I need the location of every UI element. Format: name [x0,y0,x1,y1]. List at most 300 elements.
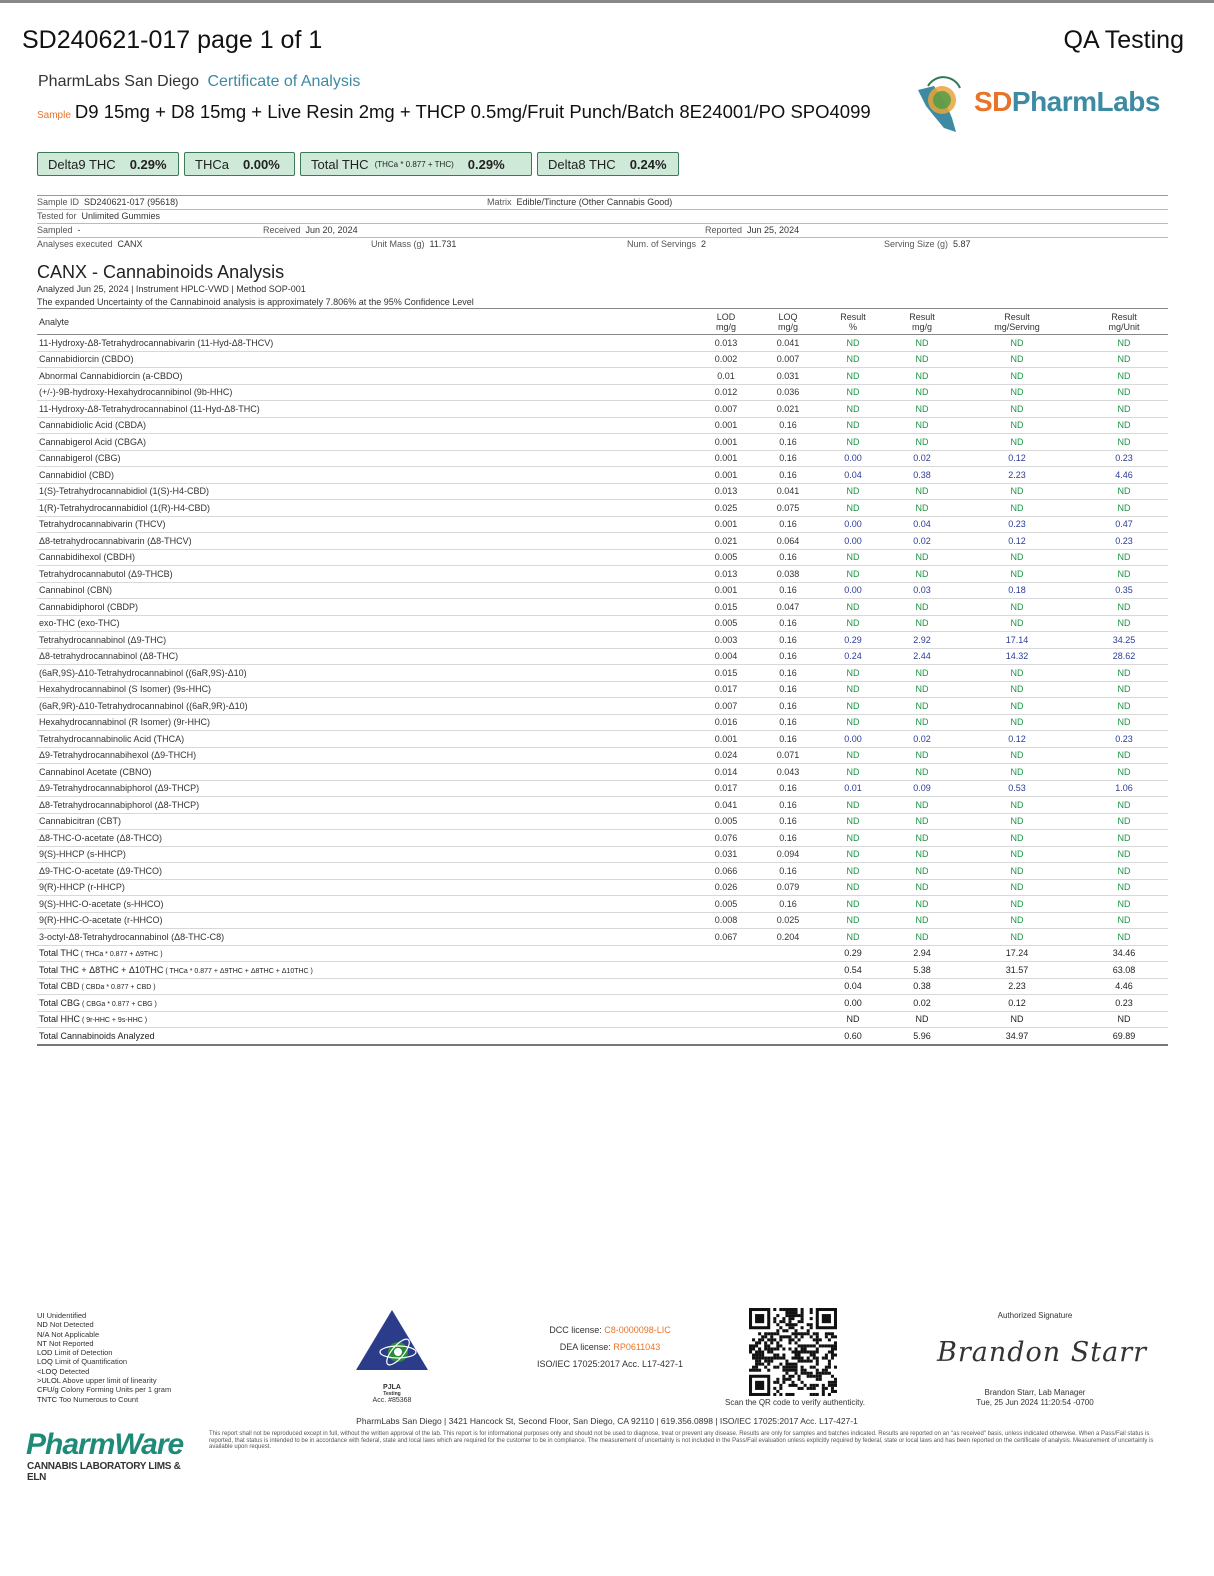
result-pct: ND [816,384,890,401]
analyte-name: Cannabidiorcin (CBDO) [37,351,692,368]
table-row [37,500,1168,517]
result-pct: ND [816,698,890,715]
col-result-mgg: Result mg/g [890,309,954,335]
result-pct: ND [816,830,890,847]
table-row [37,731,1168,748]
sample-name-line [37,102,877,126]
analyte-name: Tetrahydrocannabutol (Δ9-THCB) [37,566,692,583]
col-result-serving: Result mg/Serving [954,309,1080,335]
result-unit: ND [1080,368,1168,385]
total-label: Total THC ( THCa * 0.877 + Δ9THC ) [37,945,692,962]
result-pct: ND [816,764,890,781]
table-row [37,863,1168,880]
signature-heading: Authorized Signature [997,1311,1073,1320]
sample-id: SD240621-017 (95618) [84,197,179,207]
result-serving: ND [954,813,1080,830]
result-pct: ND [816,929,890,946]
lod-value: 0.005 [692,549,760,566]
result-mgg: 2.92 [890,632,954,649]
loq-value: 0.064 [760,533,816,550]
total-label: Total HHC ( 9r-HHC + 9s-HHC ) [37,1011,692,1028]
lab-name: PharmLabs San Diego [38,73,199,90]
result-pct: 0.04 [816,978,890,995]
lod-value: 0.017 [692,681,760,698]
sample-info-block [37,195,1168,251]
result-pct: 0.00 [816,533,890,550]
result-mgg: 0.38 [890,467,954,484]
total-row [37,995,1168,1012]
result-mgg: ND [890,599,954,616]
result-serving: ND [954,599,1080,616]
lod-value: 0.013 [692,335,760,352]
lod-value [692,945,760,962]
result-unit: 1.06 [1080,780,1168,797]
result-unit: 63.08 [1080,962,1168,979]
table-row [37,483,1168,500]
analyses: CANX [117,239,143,249]
handwritten-signature: Brandon Starr [937,1337,1148,1368]
loq-value: 0.16 [760,714,816,731]
table-row [37,714,1168,731]
result-mgg: ND [890,566,954,583]
analyte-name: (6aR,9R)-Δ10-Tetrahydrocannabinol ((6aR,9R)-Δ10) [37,698,692,715]
total-row [37,945,1168,962]
loq-value: 0.16 [760,417,816,434]
table-row [37,797,1168,814]
lod-value: 0.001 [692,450,760,467]
pharmware-tagline: CANNABIS LABORATORY LIMS & ELN [27,1461,181,1483]
pjla-triangle-icon [352,1308,432,1386]
result-serving: ND [954,351,1080,368]
lod-value: 0.015 [692,599,760,616]
loq-value: 0.075 [760,500,816,517]
result-pct: ND [816,747,890,764]
result-serving: ND [954,846,1080,863]
result-unit: ND [1080,566,1168,583]
analyte-name: Cannabinol (CBN) [37,582,692,599]
total-row [37,962,1168,979]
matrix: Edible/Tincture (Other Cannabis Good) [516,197,673,207]
result-unit: ND [1080,846,1168,863]
sdpharmlabs-logo [912,76,1172,136]
result-mgg: ND [890,698,954,715]
result-unit: ND [1080,599,1168,616]
table-row [37,632,1168,649]
badge-formula: (THCa * 0.877 + THC) [374,159,454,169]
result-pct: 0.01 [816,780,890,797]
result-serving: 0.53 [954,780,1080,797]
result-unit: ND [1080,879,1168,896]
legend-item: >ULOL Above upper limit of linearity [37,1376,157,1386]
badge-delta9 [37,152,179,176]
result-pct: ND [816,1011,890,1028]
lod-value: 0.001 [692,516,760,533]
result-unit: ND [1080,813,1168,830]
result-unit: ND [1080,681,1168,698]
result-mgg: ND [890,681,954,698]
result-mgg: ND [890,764,954,781]
badge-value: 0.00% [242,156,280,172]
lod-value: 0.025 [692,500,760,517]
result-unit: ND [1080,417,1168,434]
loq-value: 0.16 [760,632,816,649]
analyte-name: Cannabigerol Acid (CBGA) [37,434,692,451]
table-body [37,335,1168,1045]
result-pct: ND [816,912,890,929]
table-row [37,533,1168,550]
analyte-name: Cannabigerol (CBG) [37,450,692,467]
loq-value: 0.16 [760,467,816,484]
col-lod: LOD mg/g [692,309,760,335]
result-pct: ND [816,863,890,880]
lod-value: 0.026 [692,879,760,896]
lod-value [692,962,760,979]
result-serving: ND [954,566,1080,583]
result-pct: ND [816,335,890,352]
dea-license: RP0611043 [613,1342,661,1352]
result-serving: ND [954,368,1080,385]
lod-value: 0.024 [692,747,760,764]
loq-value [760,945,816,962]
table-row [37,582,1168,599]
loq-value: 0.16 [760,698,816,715]
loq-value: 0.041 [760,335,816,352]
col-result-unit: Result mg/Unit [1080,309,1168,335]
result-serving: 0.12 [954,995,1080,1012]
lod-value: 0.008 [692,912,760,929]
result-pct: ND [816,615,890,632]
result-pct: ND [816,665,890,682]
analyte-name: 11-Hydroxy-Δ8-Tetrahydrocannabinol (11-Hyd-Δ8-THC) [37,401,692,418]
logo-wordmark: SDPharmLabs [974,86,1160,117]
legend-item: <LOQ Detected [37,1366,90,1376]
loq-value: 0.16 [760,582,816,599]
lod-value: 0.012 [692,384,760,401]
total-formula: ( THCa * 0.877 + Δ9THC + Δ8THC + Δ10THC ) [163,967,313,975]
result-serving: ND [954,714,1080,731]
badge-delta8 [537,152,679,176]
result-pct: 0.29 [816,945,890,962]
result-serving: ND [954,830,1080,847]
result-serving: ND [954,417,1080,434]
result-unit: ND [1080,615,1168,632]
legend-item: NT Not Reported [37,1338,94,1348]
total-row [37,1028,1168,1045]
result-unit: 0.23 [1080,533,1168,550]
result-serving: ND [954,764,1080,781]
signatory [940,1388,1130,1408]
result-pct: ND [816,681,890,698]
lod-value: 0.017 [692,780,760,797]
lod-value: 0.002 [692,351,760,368]
summary-badges [37,152,679,176]
result-unit: ND [1080,929,1168,946]
result-serving: ND [954,549,1080,566]
abbreviation-legend [37,1311,171,1404]
total-label: Total CBD ( CBDa * 0.877 + CBD ) [37,978,692,995]
result-pct: ND [816,401,890,418]
table-row [37,615,1168,632]
loq-value: 0.204 [760,929,816,946]
table-row [37,747,1168,764]
result-serving: ND [954,483,1080,500]
loq-value: 0.16 [760,813,816,830]
result-mgg: ND [890,1011,954,1028]
lod-value [692,1011,760,1028]
analyte-name: Cannabinol Acetate (CBNO) [37,764,692,781]
loq-value: 0.079 [760,879,816,896]
sample-tag: Sample [37,110,71,121]
result-unit: 0.23 [1080,450,1168,467]
verification-qr-code[interactable] [749,1308,837,1396]
license-block: DCC license: C8-0000098-LIC DEA license: RP0611043 ISO/IEC 17025:2017 Acc. L17-427-1 [520,1322,700,1373]
result-mgg: ND [890,912,954,929]
section-meta [37,283,474,309]
analyte-name: Tetrahydrocannabivarin (THCV) [37,516,692,533]
result-pct: ND [816,368,890,385]
analyzed-line: Analyzed Jun 25, 2024 | Instrument HPLC-VWD | Method SOP-001 [37,284,306,294]
total-row [37,1011,1168,1028]
result-serving: ND [954,665,1080,682]
total-formula: ( 9r-HHC + 9s-HHC ) [80,1017,148,1025]
result-serving: ND [954,896,1080,913]
result-unit: ND [1080,896,1168,913]
result-pct: ND [816,351,890,368]
footer-address: PharmLabs San Diego | 3421 Hancock St, Second Floor, San Diego, CA 92110 | 619.356.0898 | ISO/IEC 17025:2017 Acc. L17-427-1 [356,1416,858,1426]
loq-value [760,1011,816,1028]
iso-accreditation: ISO/IEC 17025:2017 Acc. L17-427-1 [536,1359,684,1369]
badge-value: 0.24% [629,156,667,172]
loq-value: 0.047 [760,599,816,616]
result-mgg: ND [890,747,954,764]
table-row [37,830,1168,847]
cannabinoid-results-table [37,308,1168,1046]
analyte-name: Cannabicitran (CBT) [37,813,692,830]
result-pct: 0.00 [816,516,890,533]
result-unit: 0.35 [1080,582,1168,599]
result-pct: ND [816,566,890,583]
analyte-name: Δ9-Tetrahydrocannabihexol (Δ9-THCH) [37,747,692,764]
analyte-name: (6aR,9S)-Δ10-Tetrahydrocannabinol ((6aR,9S)-Δ10) [37,665,692,682]
california-seal-icon [912,76,976,136]
loq-value: 0.16 [760,681,816,698]
result-mgg: ND [890,401,954,418]
result-serving: 0.12 [954,450,1080,467]
result-pct: ND [816,714,890,731]
result-serving: 2.23 [954,467,1080,484]
legend-item: N/A Not Applicable [37,1329,100,1339]
result-unit: 0.47 [1080,516,1168,533]
table-row [37,912,1168,929]
result-mgg: 0.09 [890,780,954,797]
result-serving: ND [954,698,1080,715]
result-unit: 34.25 [1080,632,1168,649]
total-formula: ( CBDa * 0.877 + CBD ) [79,984,156,992]
result-pct: 0.24 [816,648,890,665]
analyte-name: 9(S)-HHCP (s-HHCP) [37,846,692,863]
loq-value: 0.16 [760,731,816,748]
table-row [37,516,1168,533]
loq-value: 0.16 [760,516,816,533]
col-result-pct: Result % [816,309,890,335]
result-mgg: 0.02 [890,533,954,550]
result-unit: ND [1080,714,1168,731]
pjla-acc: Acc. #85368 [372,1397,412,1404]
result-pct: ND [816,500,890,517]
table-row [37,648,1168,665]
total-row [37,978,1168,995]
pharmware-logo [26,1428,196,1483]
lod-value [692,1028,760,1045]
result-pct: ND [816,434,890,451]
result-serving: 17.14 [954,632,1080,649]
lod-value: 0.005 [692,813,760,830]
loq-value: 0.071 [760,747,816,764]
result-mgg: 0.04 [890,516,954,533]
result-mgg: ND [890,615,954,632]
result-serving: ND [954,401,1080,418]
info-row: Tested for Unlimited Gummies [37,210,1168,224]
badge-label: Total THC [311,156,369,172]
result-serving: ND [954,500,1080,517]
total-label: Total THC + Δ8THC + Δ10THC ( THCa * 0.877 + Δ9THC + Δ8THC + Δ10THC ) [37,962,692,979]
result-serving: 0.23 [954,516,1080,533]
serving-size: 5.87 [953,239,971,249]
qa-label: QA Testing [1063,26,1184,54]
result-mgg: 0.38 [890,978,954,995]
table-row [37,434,1168,451]
badge-value: 0.29% [129,156,167,172]
total-formula: ( THCa * 0.877 + Δ9THC ) [78,951,163,959]
result-serving: 34.97 [954,1028,1080,1045]
analyte-name: 3-octyl-Δ8-Tetrahydrocannabinol (Δ8-THC-C8) [37,929,692,946]
table-row [37,813,1168,830]
loq-value: 0.16 [760,450,816,467]
loq-value: 0.16 [760,780,816,797]
result-serving: ND [954,912,1080,929]
qr-caption: Scan the QR code to verify authenticity. [725,1398,865,1407]
lod-value: 0.007 [692,698,760,715]
result-unit: ND [1080,764,1168,781]
result-serving: 31.57 [954,962,1080,979]
table-row [37,401,1168,418]
badge-label: Delta9 THC [48,156,116,172]
result-mgg: ND [890,813,954,830]
loq-value: 0.16 [760,648,816,665]
result-mgg: 0.02 [890,995,954,1012]
lod-value: 0.031 [692,846,760,863]
result-pct: ND [816,417,890,434]
result-mgg: ND [890,500,954,517]
result-pct: 0.04 [816,467,890,484]
table-row [37,929,1168,946]
result-unit: ND [1080,483,1168,500]
result-serving: 0.12 [954,533,1080,550]
analyte-name: Δ9-THC-O-acetate (Δ9-THCO) [37,863,692,880]
lod-value: 0.014 [692,764,760,781]
analyte-name: Cannabidihexol (CBDH) [37,549,692,566]
analyte-name: (+/-)-9B-hydroxy-Hexahydrocannibinol (9b-HHC) [37,384,692,401]
tested-for: Unlimited Gummies [81,211,161,221]
lod-value: 0.066 [692,863,760,880]
loq-value [760,995,816,1012]
table-row [37,417,1168,434]
lod-value: 0.01 [692,368,760,385]
result-unit: ND [1080,384,1168,401]
lod-value: 0.001 [692,467,760,484]
result-unit: 34.46 [1080,945,1168,962]
result-serving: ND [954,879,1080,896]
loq-value: 0.025 [760,912,816,929]
result-pct: 0.54 [816,962,890,979]
result-pct: ND [816,549,890,566]
result-mgg: 2.94 [890,945,954,962]
table-row [37,549,1168,566]
legend-item: CFU/g Colony Forming Units per 1 gram [37,1385,172,1395]
num-servings: 2 [701,239,707,249]
uncertainty-line: The expanded Uncertainty of the Cannabinoid analysis is approximately 7.806% at the 95% Confidence Level [37,297,474,307]
table-row [37,764,1168,781]
result-mgg: ND [890,417,954,434]
badge-value: 0.29% [467,156,505,172]
table-row [37,467,1168,484]
result-pct: ND [816,483,890,500]
lod-value: 0.004 [692,648,760,665]
analyte-name: 9(R)-HHC-O-acetate (r-HHCO) [37,912,692,929]
result-unit: 4.46 [1080,467,1168,484]
result-unit: ND [1080,434,1168,451]
lod-value: 0.013 [692,483,760,500]
result-mgg: 0.03 [890,582,954,599]
result-pct: ND [816,797,890,814]
pjla-label: PJLA Testing Acc. #85368 [352,1384,432,1404]
result-unit: 0.23 [1080,731,1168,748]
table-row [37,450,1168,467]
result-mgg: 5.96 [890,1028,954,1045]
result-unit: ND [1080,830,1168,847]
result-pct: ND [816,813,890,830]
table-header-row [37,309,1168,335]
result-unit: 69.89 [1080,1028,1168,1045]
loq-value: 0.021 [760,401,816,418]
reported-date: Jun 25, 2024 [747,225,800,235]
loq-value: 0.007 [760,351,816,368]
table-row [37,665,1168,682]
result-mgg: ND [890,483,954,500]
result-pct: 0.00 [816,995,890,1012]
legend-item: LOD Limit of Detection [37,1348,113,1358]
result-unit: ND [1080,401,1168,418]
analyte-name: Δ8-tetrahydrocannabivarin (Δ8-THCV) [37,533,692,550]
result-unit: ND [1080,1011,1168,1028]
lod-value: 0.013 [692,566,760,583]
loq-value: 0.041 [760,483,816,500]
result-serving: ND [954,929,1080,946]
lod-value: 0.003 [692,632,760,649]
legend-item: TNTC Too Numerous to Count [37,1394,139,1404]
result-serving: ND [954,335,1080,352]
info-row: Analyses executed CANX Unit Mass (g) 11.731 Num. of Servings 2 Serving Size (g) 5.87 [37,239,971,249]
analyte-name: Tetrahydrocannabinolic Acid (THCA) [37,731,692,748]
result-mgg: ND [890,665,954,682]
analyte-name: Δ8-tetrahydrocannabinol (Δ8-THC) [37,648,692,665]
lab-line [38,73,360,91]
analyte-name: Δ9-Tetrahydrocannabiphorol (Δ9-THCP) [37,780,692,797]
result-serving: ND [954,681,1080,698]
analyte-name: Tetrahydrocannabinol (Δ9-THC) [37,632,692,649]
result-mgg: 0.02 [890,731,954,748]
loq-value: 0.031 [760,368,816,385]
